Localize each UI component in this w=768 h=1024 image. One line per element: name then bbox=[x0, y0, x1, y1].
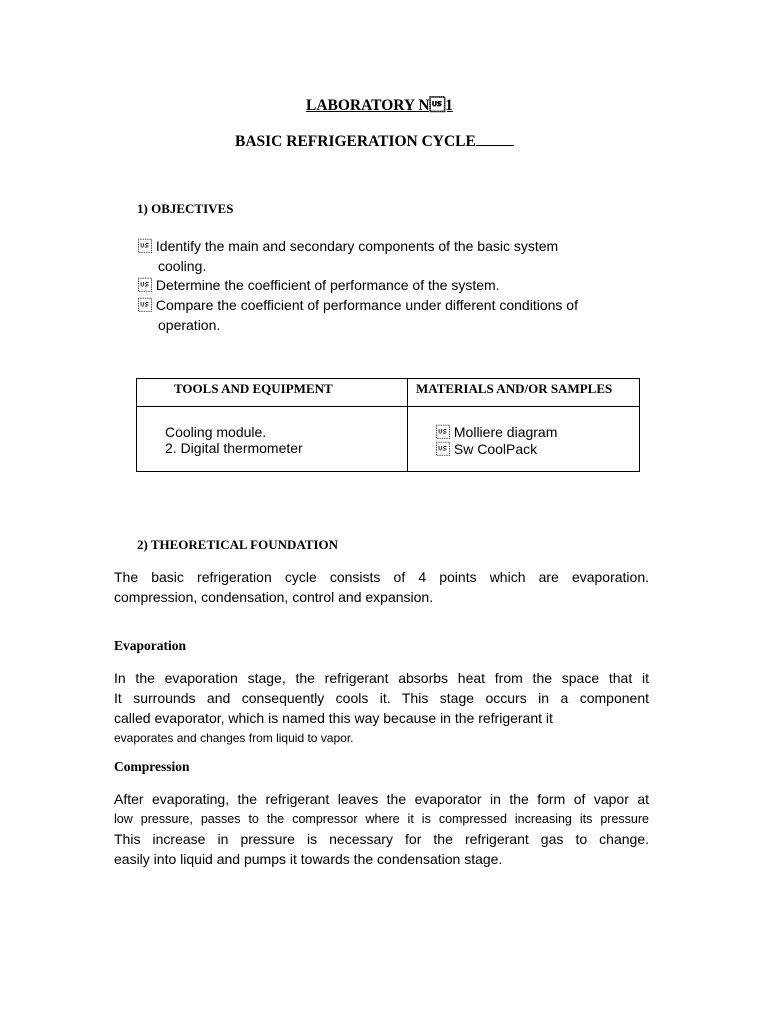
table-cell-tools-1: Cooling module. bbox=[165, 424, 267, 440]
table-cell-materials-2: Sw CoolPack bbox=[436, 441, 538, 457]
compression-paragraph bbox=[114, 789, 649, 869]
evaporation-paragraph bbox=[114, 668, 649, 746]
evaporation-line-3: called evaporator, which is named this way because in the refrigerant it bbox=[114, 710, 553, 726]
table-column-divider bbox=[407, 379, 408, 471]
evaporation-heading: Evaporation bbox=[114, 638, 187, 653]
compression-line-1: After evaporating, the refrigerant leaves the evaporator in the form of vapor at bbox=[114, 791, 649, 807]
objectives-heading: 1) OBJECTIVES bbox=[137, 201, 234, 216]
lab-title: LABORATORY N 1 bbox=[306, 97, 453, 114]
tools-materials-table bbox=[136, 378, 640, 472]
objective-line-1: Identify the main and secondary components of the basic system bbox=[138, 238, 559, 254]
objective-line-2: cooling. bbox=[158, 258, 207, 274]
table-header-tools: TOOLS AND EQUIPMENT bbox=[174, 381, 333, 396]
objective-line-5: operation. bbox=[158, 317, 221, 333]
compression-line-2: low pressure, passes to the compressor where it is compressed increasing its pressure bbox=[114, 812, 649, 826]
objective-line-3: Determine the coefficient of performance of the system. bbox=[138, 277, 500, 293]
theory-intro-line-1: The basic refrigeration cycle consists of 4 points which are evaporation. bbox=[114, 569, 649, 585]
theory-heading: 2) THEORETICAL FOUNDATION bbox=[137, 537, 339, 552]
table-header-divider bbox=[137, 406, 639, 407]
theory-intro-paragraph bbox=[114, 567, 649, 607]
main-title bbox=[235, 131, 514, 151]
evaporation-line-1: In the evaporation stage, the refrigerant absorbs heat from the space that it bbox=[114, 670, 649, 686]
objective-line-4: Compare the coefficient of performance under different conditions of bbox=[138, 297, 578, 313]
title-underline-rule bbox=[476, 131, 514, 146]
table-cell-materials-1: Molliere diagram bbox=[436, 424, 558, 440]
compression-heading: Compression bbox=[114, 759, 190, 774]
evaporation-line-2: It surrounds and consequently cools it. This stage occurs in a component bbox=[114, 690, 649, 706]
table-cell-tools-2: 2. Digital thermometer bbox=[165, 440, 303, 456]
evaporation-line-4: evaporates and changes from liquid to vapor. bbox=[114, 731, 354, 745]
theory-intro-line-2: compression, condensation, control and expansion. bbox=[114, 589, 434, 605]
compression-line-4: easily into liquid and pumps it towards the condensation stage. bbox=[114, 851, 503, 867]
main-title-text: BASIC REFRIGERATION CYCLE bbox=[235, 133, 476, 150]
compression-line-3: This increase in pressure is necessary for the refrigerant gas to change. bbox=[114, 831, 649, 847]
table-header-materials: MATERIALS AND/OR SAMPLES bbox=[416, 381, 613, 396]
